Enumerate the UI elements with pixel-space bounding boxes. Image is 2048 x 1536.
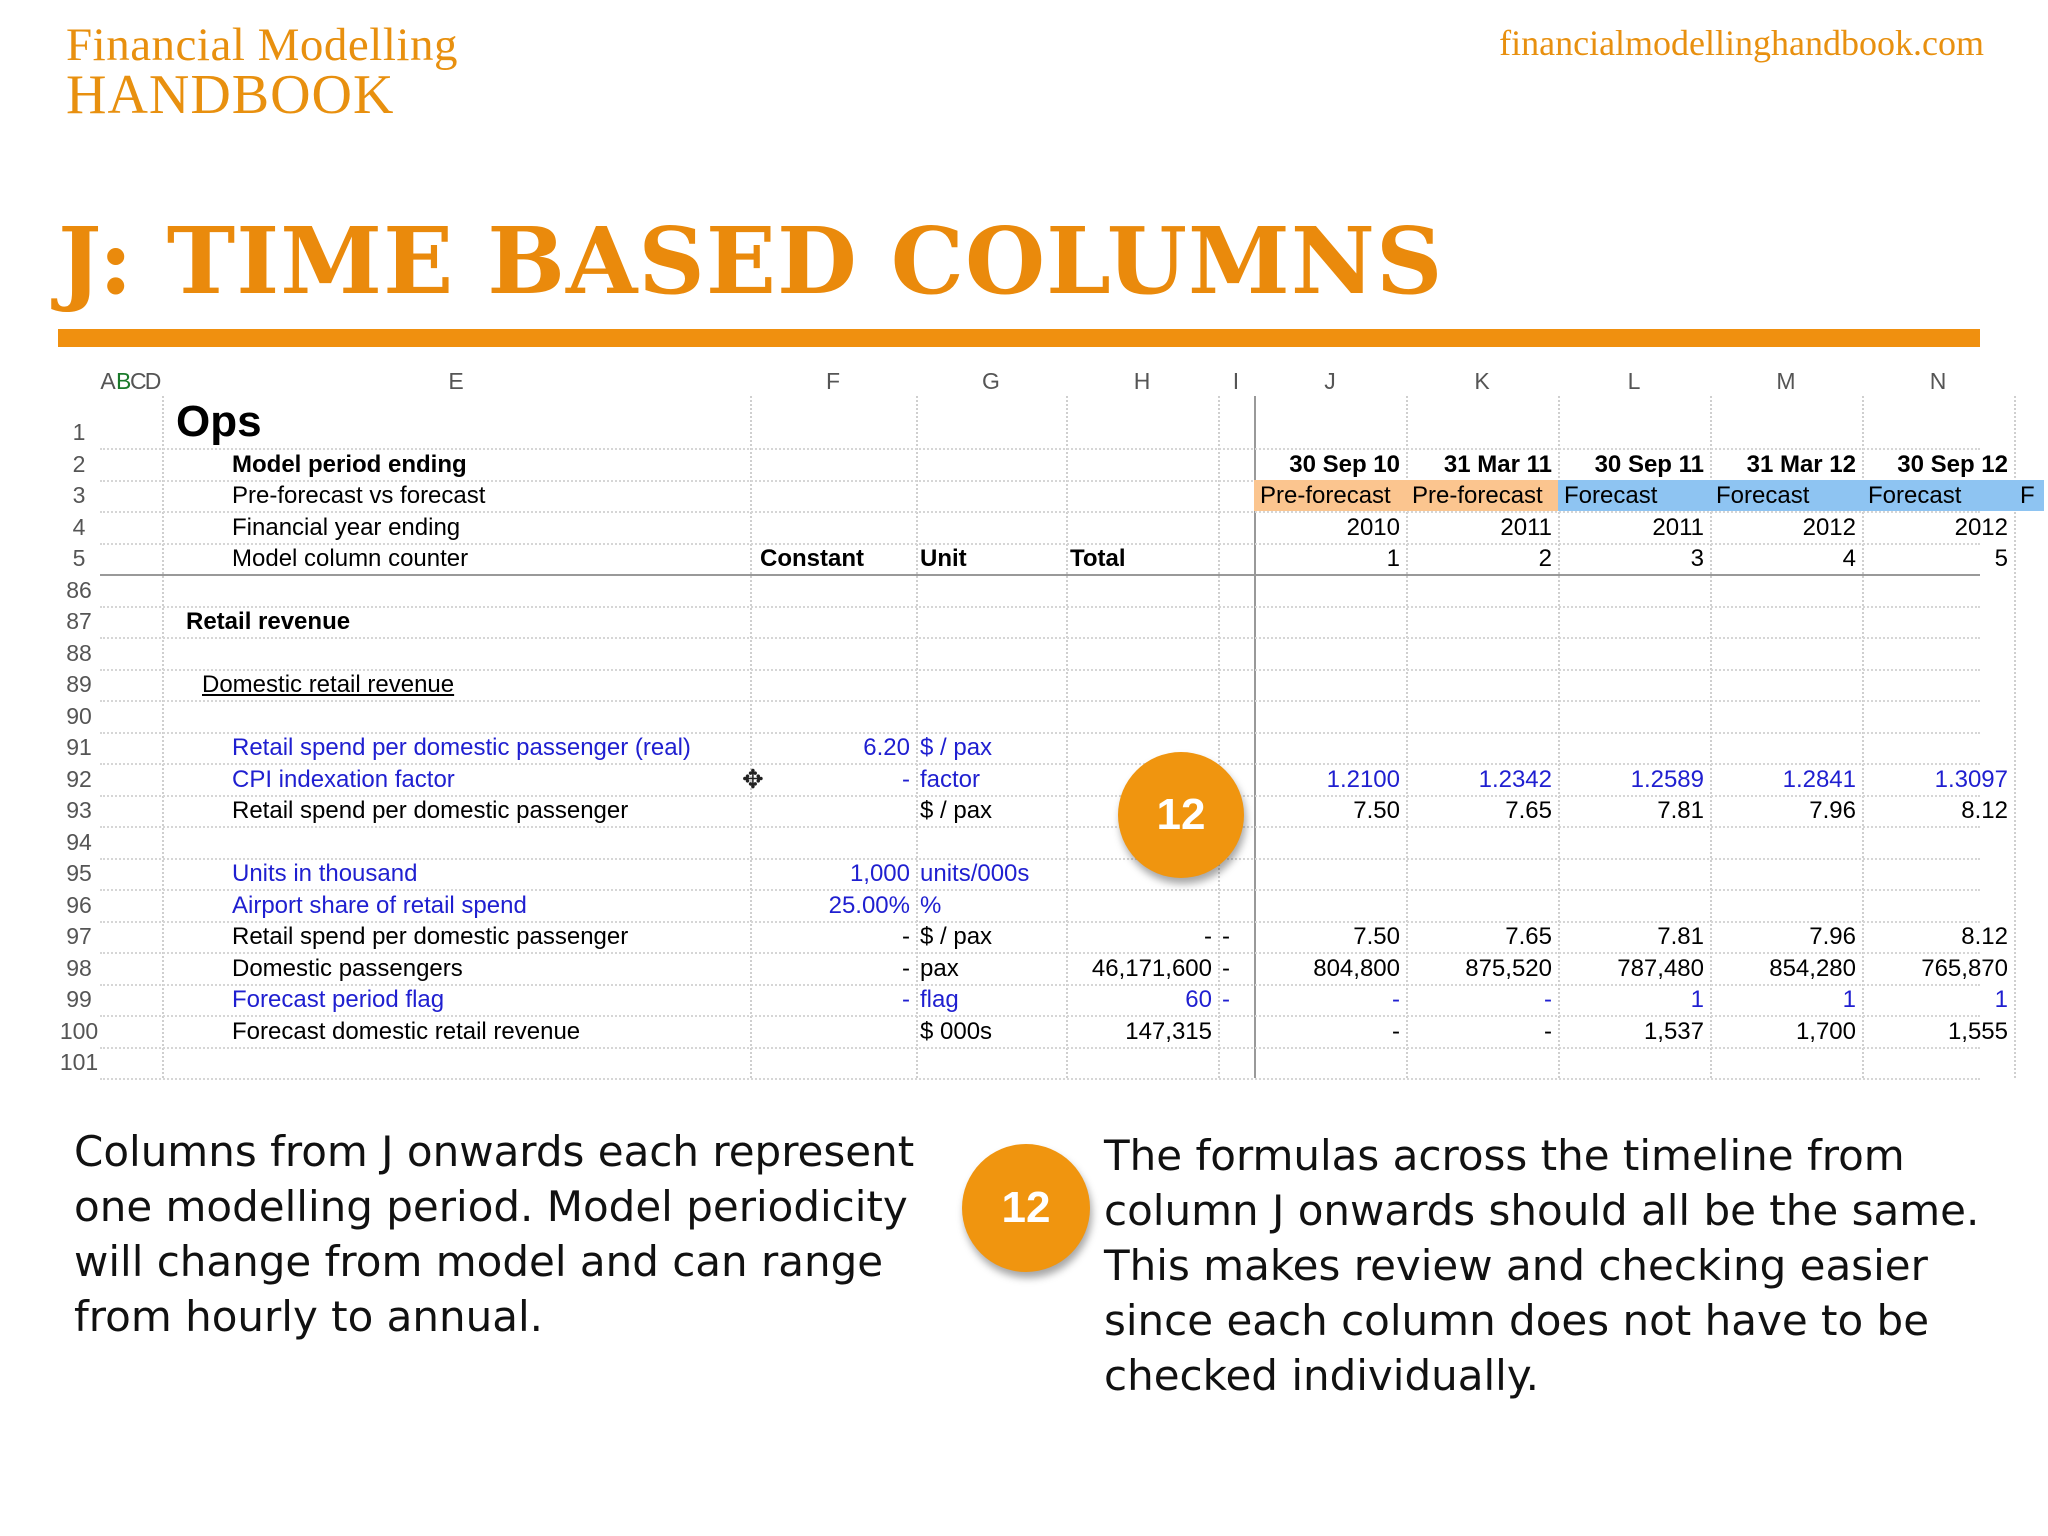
cursor-icon: ✥: [742, 763, 764, 794]
row-number: 87: [66, 608, 92, 634]
row-label: Retail spend per domestic passenger (real): [232, 734, 691, 761]
column-header: L: [1627, 368, 1641, 394]
row-total: -: [1204, 923, 1212, 950]
row-value: 765,870: [1921, 954, 2008, 982]
row-number: 97: [66, 923, 92, 949]
column-header: N: [1929, 368, 1947, 394]
row-constant: 1,000: [849, 860, 910, 887]
row-value: 1,555: [1947, 1017, 2008, 1045]
row-value: 1.2589: [1630, 765, 1704, 793]
period-counter: 2: [1538, 545, 1552, 572]
row-value: 1,537: [1643, 1017, 1704, 1045]
period-fy: 2010: [1346, 513, 1400, 541]
row-unit: $ / pax: [920, 797, 993, 824]
row-total: 46,171,600: [1091, 954, 1212, 982]
column-header: K: [1474, 368, 1490, 394]
row-value: -: [1392, 986, 1400, 1013]
row-total: 60: [1185, 986, 1212, 1013]
title-divider: [58, 329, 1980, 347]
period-flag: Forecast: [1710, 480, 1862, 511]
period-flag: Forecast: [1558, 480, 1710, 511]
column-header: C: [130, 368, 147, 394]
column-header: D: [144, 368, 162, 394]
row-value: 1.3097: [1934, 765, 2008, 793]
row-value: 7.65: [1505, 797, 1552, 824]
period-counter: 1: [1386, 545, 1400, 572]
label-preforecast: Pre-forecast vs forecast: [232, 482, 486, 509]
spreadsheet: [58, 366, 2035, 1086]
period-flag: F: [2014, 480, 2044, 511]
grid-vline: [916, 396, 918, 1078]
row-constant: -: [902, 954, 910, 982]
row-constant: -: [902, 986, 910, 1013]
row-number: 91: [66, 734, 92, 760]
row-unit: %: [920, 891, 942, 919]
row-constant: 25.00%: [828, 891, 910, 919]
row-number: 3: [72, 482, 86, 508]
right-explanation: The formulas across the timeline from column J onwards should all be the same. This makes review and checking easier since each column does not have to be checked individually.: [1104, 1131, 1980, 1400]
row-number: 95: [66, 860, 92, 886]
row-number: 1: [72, 419, 86, 445]
period-date: 31 Mar 11: [1443, 450, 1552, 478]
row-value: -: [1544, 1017, 1552, 1045]
row-number: 4: [72, 513, 86, 540]
callout-badge-sheet: 12: [1118, 752, 1244, 878]
row-number: 90: [66, 702, 92, 729]
row-value: -: [1544, 986, 1552, 1013]
row-value: 1: [1994, 986, 2008, 1013]
row-value: 1: [1842, 986, 1856, 1013]
row-label: Forecast domestic retail revenue: [232, 1017, 581, 1045]
row-value: 875,520: [1465, 954, 1552, 982]
period-fy: 2012: [1954, 513, 2008, 541]
column-header: J: [1324, 368, 1336, 394]
header-constant: Constant: [760, 545, 864, 572]
row-number: 86: [66, 576, 92, 603]
grid-hline: [100, 826, 1980, 828]
column-header: E: [448, 368, 464, 394]
row-unit: factor: [920, 765, 981, 793]
row-value: 1.2342: [1478, 765, 1552, 793]
period-date: 30 Sep 12: [1897, 450, 2008, 478]
period-flag: Pre-forecast: [1406, 480, 1558, 511]
row-value: 1,700: [1795, 1017, 1856, 1045]
row-value: 7.50: [1353, 797, 1400, 824]
period-flag: Pre-forecast: [1254, 480, 1406, 511]
row-unit: $ 000s: [920, 1017, 993, 1045]
row-unit: $ / pax: [920, 734, 993, 761]
row-label: CPI indexation factor: [232, 765, 455, 793]
row-unit: pax: [920, 954, 959, 982]
period-date: 31 Mar 12: [1746, 450, 1856, 478]
row-label: Retail spend per domestic passenger: [232, 797, 629, 824]
row-number: 2: [72, 450, 86, 477]
row-col-i: -: [1222, 986, 1230, 1013]
row-label: Airport share of retail spend: [232, 891, 527, 919]
grid-hline: [100, 574, 1980, 576]
row-total: 147,315: [1125, 1017, 1212, 1045]
row-label: Retail spend per domestic passenger: [232, 923, 629, 950]
row-number: 96: [66, 891, 92, 918]
brand-logo: [66, 19, 458, 126]
row-value: 7.81: [1657, 797, 1704, 824]
period-counter: 4: [1842, 545, 1856, 572]
brand-line2: HANDBOOK: [66, 64, 395, 126]
row-unit: flag: [920, 986, 959, 1013]
row-label: Units in thousand: [232, 860, 418, 887]
row-constant: -: [902, 923, 910, 950]
column-header: M: [1776, 368, 1796, 394]
column-header: F: [825, 368, 841, 394]
row-value: 7.96: [1809, 923, 1856, 950]
callout-badge-text: 12: [962, 1144, 1090, 1272]
row-number: 93: [66, 797, 92, 823]
row-constant: 6.20: [863, 734, 910, 761]
grid-hline: [100, 1047, 1980, 1049]
grid-hline: [100, 1078, 1980, 1080]
period-counter: 5: [1994, 545, 2008, 572]
period-date: 30 Sep 11: [1594, 450, 1704, 478]
row-number: 98: [66, 954, 92, 981]
row-value: 8.12: [1961, 797, 2008, 824]
row-number: 5: [72, 545, 86, 571]
row-value: 854,280: [1769, 954, 1856, 982]
column-header: I: [1232, 368, 1240, 394]
period-fy: 2011: [1652, 513, 1704, 541]
section-title: Retail revenue: [186, 608, 351, 635]
row-unit: $ / pax: [920, 923, 993, 950]
row-value: 8.12: [1961, 923, 2008, 950]
period-counter: 3: [1690, 545, 1704, 572]
row-number: 94: [66, 828, 92, 855]
row-number: 89: [66, 671, 92, 697]
label-fy: Financial year ending: [232, 513, 461, 541]
row-unit: units/000s: [920, 860, 1030, 887]
period-fy: 2011: [1500, 513, 1552, 541]
page-title: J: TIME BASED COLUMNS: [58, 207, 1444, 315]
brand-line1: Financial Modelling: [66, 19, 458, 71]
row-value: 804,800: [1313, 954, 1400, 982]
row-number: 100: [59, 1017, 99, 1044]
period-fy: 2012: [1802, 513, 1856, 541]
period-date: 30 Sep 10: [1289, 450, 1400, 478]
grid-vline: [1066, 396, 1068, 1078]
grid-hline: [100, 637, 1980, 639]
column-header: H: [1133, 368, 1151, 394]
brand-url[interactable]: financialmodellinghandbook.com: [1499, 23, 1984, 63]
row-label: Domestic passengers: [232, 954, 463, 982]
column-header: B: [116, 368, 132, 394]
label-model-period: Model period ending: [232, 450, 467, 478]
row-col-i: -: [1222, 923, 1230, 950]
subsection-title: Domestic retail revenue: [202, 671, 455, 698]
row-label: Forecast period flag: [232, 986, 445, 1013]
row-value: 7.81: [1657, 923, 1704, 950]
row-number: 101: [59, 1049, 99, 1075]
grid-vline: [1218, 396, 1220, 1078]
column-header: A: [100, 368, 116, 394]
column-header: G: [982, 368, 1000, 394]
row-constant: -: [902, 765, 910, 793]
left-explanation: Columns from J onwards each represent one modelling period. Model periodicity will change from model and can range from hourly to annual.: [74, 1127, 915, 1341]
row-value: 1.2841: [1782, 765, 1856, 793]
sheet-title: Ops: [176, 397, 262, 446]
header-total: Total: [1070, 545, 1126, 572]
grid-hline: [100, 700, 1980, 702]
label-counter: Model column counter: [232, 545, 469, 572]
row-value: 1: [1690, 986, 1704, 1013]
row-value: 7.96: [1809, 797, 1856, 824]
row-value: 1.2100: [1326, 765, 1400, 793]
row-number: 92: [66, 765, 92, 792]
period-flag: Forecast: [1862, 480, 2014, 511]
header-unit: Unit: [920, 545, 967, 572]
row-number: 88: [66, 639, 92, 666]
row-value: 7.65: [1505, 923, 1552, 950]
row-number: 99: [66, 986, 92, 1012]
row-value: -: [1392, 1017, 1400, 1045]
row-value: 7.50: [1353, 923, 1400, 950]
row-col-i: -: [1222, 954, 1230, 982]
grid-vline: [162, 396, 164, 1078]
row-value: 787,480: [1617, 954, 1704, 982]
